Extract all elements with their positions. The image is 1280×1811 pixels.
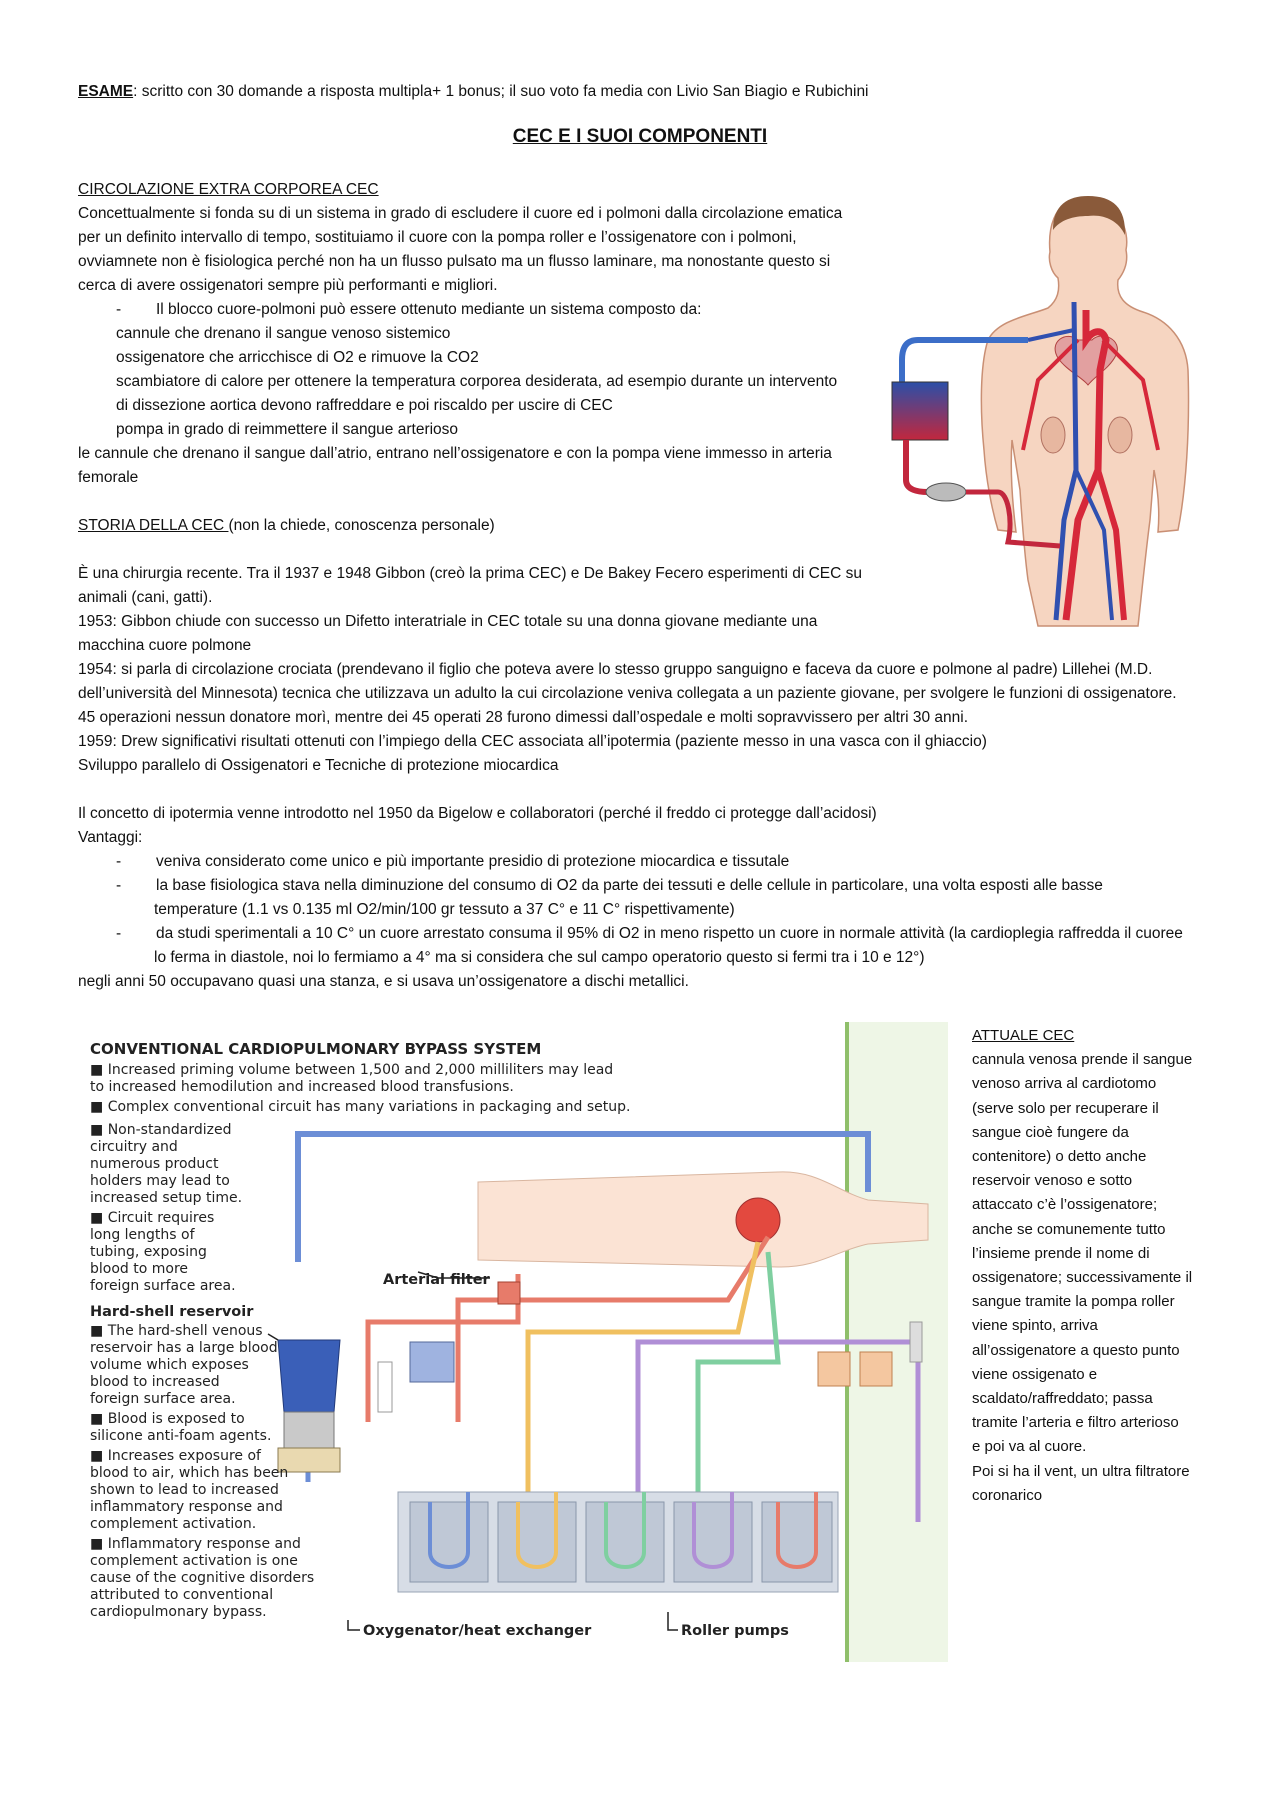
vantaggi-bullet: - da studi sperimentali a 10 C° un cuore arrestato consuma il 95% di O2 in meno rispetto un cuore in normale attività (la cardioplegia raffredda il cuoree xyxy=(78,922,1183,946)
roller-pumps-label: Roller pumps xyxy=(681,1623,789,1639)
attuale-line: (serve solo per recuperare il xyxy=(972,1099,1159,1117)
pump-shape xyxy=(926,483,966,501)
figure-note: to increased hemodilution and increased blood transfusions. xyxy=(90,1079,514,1095)
patient-heart xyxy=(736,1198,780,1242)
storia-line: 45 operazioni nessun donatore morì, mentre dei 45 operati 28 furono dimessi dall’ospedale e molti sopravvissero per altri 30 anni. xyxy=(78,709,969,726)
oxygenator-label: Oxygenator/heat exchanger xyxy=(363,1623,592,1639)
cec-component: cannule che drenano il sangue venoso sistemico xyxy=(116,325,451,342)
storia-line: Sviluppo parallelo di Ossigenatori e Tecniche di protezione miocardica xyxy=(78,757,559,774)
cec-component: scambiatore di calore per ottenere la temperatura corporea desiderata, ad esempio durante un intervento xyxy=(116,373,838,390)
exam-note xyxy=(78,80,869,104)
attuale-heading: ATTUALE CEC xyxy=(972,1027,1075,1044)
exam-text: : scritto con 30 domande a risposta multipla+ 1 bonus; il suo voto fa media con Livio San Biagio e Rubichini xyxy=(133,83,869,100)
cec-component: ossigenatore che arricchisce di O2 e rimuove la CO2 xyxy=(116,349,479,366)
page-title: CEC E I SUOI COMPONENTI xyxy=(512,126,768,147)
figure-note: ■ Inflammatory response and xyxy=(90,1536,301,1552)
figure-note: cause of the cognitive disorders xyxy=(90,1570,315,1586)
vantaggi-bullet-cont: lo ferma in diastole, noi lo fermiamo a 4° ma si considera che sul campo operatorio questo si fermi tra i 10 e 12°) xyxy=(154,949,925,966)
attuale-line: cannula venosa prende il sangue xyxy=(972,1051,1193,1069)
figure-note: foreign surface area. xyxy=(90,1391,236,1407)
arterial-filter-shape xyxy=(498,1282,520,1304)
ipotermia-closing: negli anni 50 occupavano quasi una stanza, e si usava un’ossigenatore a dischi metallici. xyxy=(78,973,689,990)
ipotermia-intro: Il concetto di ipotermia venne introdotto nel 1950 da Bigelow e collaboratori (perché il freddo ci protegge dall’acidosi) xyxy=(78,805,877,822)
exam-label: ESAME xyxy=(78,83,134,100)
storia-line: È una chirurgia recente. Tra il 1937 e 1948 Gibbon (creò la prima CEC) e De Bakey Fecero esperimenti di CEC su xyxy=(78,565,862,582)
figure-note: silicone anti-foam agents. xyxy=(90,1428,272,1444)
roller-pump xyxy=(410,1502,488,1582)
reservoir-base-shape xyxy=(284,1412,334,1448)
roller-pump-group xyxy=(410,1492,832,1582)
attuale-line: anche se comunemente tutto xyxy=(972,1220,1166,1238)
figure-note: long lengths of xyxy=(90,1227,195,1243)
figure-note: complement activation. xyxy=(90,1516,257,1532)
cec-bullet: - Il blocco cuore-polmoni può essere ottenuto mediante un sistema composto da: xyxy=(78,298,1183,322)
filter-cylinder xyxy=(378,1362,392,1412)
roller-pump xyxy=(762,1502,832,1582)
attuale-line: contenitore) o detto anche xyxy=(972,1148,1147,1166)
attuale-line: scaldato/raffreddato; passa xyxy=(972,1390,1153,1408)
figure-note: ■ Increased priming volume between 1,500 and 2,000 milliliters may lead xyxy=(90,1062,614,1078)
attuale-line: coronarico xyxy=(972,1486,1043,1504)
attuale-line: viene ossigenato e xyxy=(972,1365,1098,1383)
attuale-line: ossigenatore; successivamente il xyxy=(972,1269,1193,1287)
figure-note: reservoir has a large blood xyxy=(90,1340,278,1356)
figure-note: shown to lead to increased xyxy=(90,1482,279,1498)
attuale-line: Poi si ha il vent, un ultra filtratore xyxy=(972,1462,1190,1480)
attuale-line: viene spinto, arriva xyxy=(972,1317,1098,1335)
kidney-shape xyxy=(1108,417,1132,453)
body-silhouette xyxy=(981,200,1188,626)
cec-component: di dissezione aortica devono raffreddare e poi riscaldo per uscire di CEC xyxy=(116,397,613,414)
figure-note: attributed to conventional xyxy=(90,1587,274,1603)
figure-note: ■ The hard-shell venous xyxy=(90,1323,263,1339)
cpb-system-figure xyxy=(78,1022,948,1662)
figure-note: volume which exposes xyxy=(90,1357,249,1373)
attuale-line: sangue cioè fungere da xyxy=(972,1123,1129,1141)
roller-pump xyxy=(498,1502,576,1582)
figure-note: blood to increased xyxy=(90,1374,220,1390)
cec-line: ovviamnete non è fisiologica perché non ha un flusso pulsato ma un flusso laminare, ma nonostante questo si xyxy=(78,253,831,270)
figure-note: blood to air, which has been xyxy=(90,1465,289,1481)
storia-line: 1954: si parla di circolazione crociata (prendevano il figlio che poteva avere lo stesso gruppo sanguigno e faceva da cuore e polmone al padre) Lillehei (M.D. xyxy=(78,661,1153,678)
storia-line: 1953: Gibbon chiude con successo un Difetto interatriale in CEC totale su una donna giovane mediante una xyxy=(78,613,818,630)
figure-note: tubing, exposing xyxy=(90,1244,207,1260)
attuale-line: tramite l’arteria e filtro arterioso xyxy=(972,1414,1179,1432)
attuale-line: venoso arriva al cardiotomo xyxy=(972,1075,1157,1093)
storia-heading: STORIA DELLA CEC xyxy=(78,517,229,534)
iv-bag xyxy=(818,1352,850,1386)
figure-note: foreign surface area. xyxy=(90,1278,236,1294)
cec-line: cerca di avere ossigenatori sempre più performanti e migliori. xyxy=(78,277,498,294)
attuale-line: attaccato c’è l’ossigenatore; xyxy=(972,1196,1158,1214)
attuale-line: reservoir venoso e sotto xyxy=(972,1172,1133,1190)
figure-note: circuitry and xyxy=(90,1139,178,1155)
storia-line: dell’università del Minnesota) tecnica che utilizzava un adulto la cui circolazione veniva collegata a un paziente giovane, per svolgere le funzioni di ossigenatore. xyxy=(78,685,1177,702)
anatomy-illustration xyxy=(888,190,1238,628)
figure-heading: CONVENTIONAL CARDIOPULMONARY BYPASS SYSTEM xyxy=(90,1040,542,1058)
vantaggi-bullet: - la base fisiologica stava nella diminuzione del consumo di O2 da parte dei tessuti e delle cellule in particolare, una volta esposti alle basse xyxy=(78,874,1183,898)
cec-line: Concettualmente si fonda su di un sistema in grado di escludere il cuore ed i polmoni dalla circolazione ematica xyxy=(78,205,843,222)
cec-component: pompa in grado di reimmettere il sangue arterioso xyxy=(116,421,459,438)
figure-note: inflammatory response and xyxy=(90,1499,283,1515)
arterial-line xyxy=(906,440,928,492)
vantaggi-bullet-cont: temperature (1.1 vs 0.135 ml O2/min/100 gr tessuto a 37 C° e 11 C° rispettivamente) xyxy=(154,901,735,918)
kidney-shape xyxy=(1041,417,1065,453)
figure-note: holders may lead to xyxy=(90,1173,230,1189)
attuale-line: l’insieme prende il nome di xyxy=(972,1244,1150,1262)
figure-note: ■ Complex conventional circuit has many variations in packaging and setup. xyxy=(90,1099,631,1115)
storia-line: animali (cani, gatti). xyxy=(78,589,213,606)
storia-line: macchina cuore polmone xyxy=(78,637,252,654)
figure-note: ■ Circuit requires xyxy=(90,1210,215,1226)
figure-note: blood to more xyxy=(90,1261,189,1277)
iv-bag xyxy=(860,1352,892,1386)
reservoir-label: Hard-shell reservoir xyxy=(90,1304,254,1320)
hard-shell-reservoir-shape xyxy=(278,1340,340,1412)
roller-pump xyxy=(674,1502,752,1582)
vantaggi-label: Vantaggi: xyxy=(78,829,143,846)
cec-heading: CIRCOLAZIONE EXTRA CORPOREA CEC xyxy=(78,181,379,198)
figure-note: complement activation is one xyxy=(90,1553,298,1569)
iv-bag xyxy=(910,1322,922,1362)
attuale-line: all’ossigenatore a questo punto xyxy=(972,1341,1180,1359)
cec-line: per un definito intervallo di tempo, sostituiamo il cuore con la pompa roller e l’ossigenatore con i polmoni, xyxy=(78,229,797,246)
figure-note: cardiopulmonary bypass. xyxy=(90,1604,267,1620)
cec-closing: le cannule che drenano il sangue dall’atrio, entrano nell’ossigenatore e con la pompa viene immesso in arteria xyxy=(78,445,832,462)
attuale-line: sangue tramite la pompa roller xyxy=(972,1293,1175,1311)
figure-note: increased setup time. xyxy=(90,1190,243,1206)
arterial-filter-label: Arterial filter xyxy=(383,1272,490,1288)
figure-note: ■ Non-standardized xyxy=(90,1122,232,1138)
cardioplegia-box xyxy=(410,1342,454,1382)
attuale-cec-section xyxy=(972,1024,1232,1508)
storia-heading-note: (non la chiede, conoscenza personale) xyxy=(228,517,495,534)
vantaggi-bullet: - veniva considerato come unico e più importante presidio di protezione miocardica e tissutale xyxy=(78,850,1183,874)
storia-line: 1959: Drew significativi risultati ottenuti con l’impiego della CEC associata all’ipotermia (paziente messo in una vasca con il ghiaccio) xyxy=(78,733,987,750)
attuale-line: e poi va al cuore. xyxy=(972,1438,1087,1456)
cec-closing: femorale xyxy=(78,469,139,486)
figure-note: ■ Blood is exposed to xyxy=(90,1411,245,1427)
roller-pump xyxy=(586,1502,664,1582)
figure-note: numerous product xyxy=(90,1156,219,1172)
reservoir-box xyxy=(892,382,948,440)
figure-note: ■ Increases exposure of xyxy=(90,1448,261,1464)
